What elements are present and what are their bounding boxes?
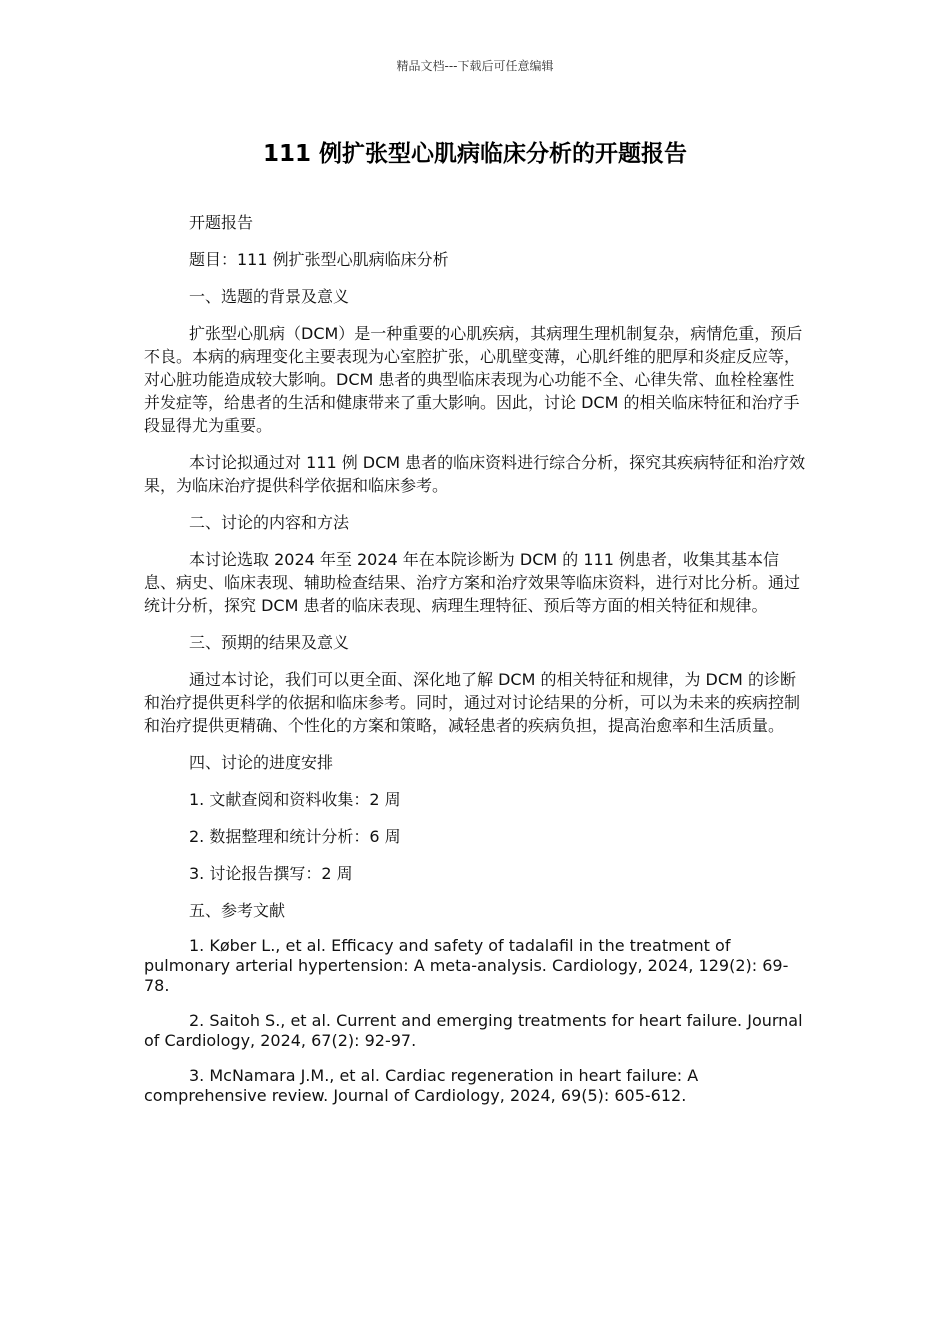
section-heading-background: 一、选题的背景及意义: [189, 287, 350, 306]
section-heading-methods: 二、讨论的内容和方法: [189, 513, 350, 532]
section-heading-references: 五、参考文献: [189, 901, 286, 920]
report-label: 开题报告: [189, 213, 254, 232]
page-header-note: 精品文档---下载后可任意编辑: [396, 59, 554, 73]
body-paragraph-background: 扩张型心肌病（DCM）是一种重要的心肌疾病，其病理生理机制复杂，病情危重，预后不良。本病的病理变化主要表现为心室腔扩张，心肌壁变薄，心肌纤维的肥厚和炎症反应等，对心脏功能造成较大影响。DCM 患者的典型临床表现为心功能不全、心律失常、血栓栓塞性并发症等，给患者的生活和健康带来了重大影响。因此，讨论 DCM 的相关临床特征和治疗手段显得尤为重要。: [144, 324, 803, 435]
document-title: 111 例扩张型心肌病临床分析的开题报告: [262, 141, 688, 167]
schedule-item: 3. 讨论报告撰写：2 周: [189, 864, 353, 883]
reference-item: 2. Saitoh S., et al. Current and emerging treatments for heart failure. Journal of Cardiology, 2024, 67(2): 92-97.: [144, 1011, 803, 1050]
body-paragraph-purpose: 本讨论拟通过对 111 例 DCM 患者的临床资料进行综合分析，探究其疾病特征和治疗效果，为临床治疗提供科学依据和临床参考。: [144, 453, 806, 495]
section-heading-schedule: 四、讨论的进度安排: [189, 753, 334, 772]
schedule-item: 2. 数据整理和统计分析：6 周: [189, 827, 401, 846]
document-body: [144, 211, 810, 1121]
section-heading-results: 三、预期的结果及意义: [189, 633, 350, 652]
reference-item: 3. McNamara J.M., et al. Cardiac regeneration in heart failure: A comprehensive review. Journal of Cardiology, 2024, 69(5): 605-612.: [144, 1066, 699, 1105]
reference-item: 1. Køber L., et al. Efficacy and safety of tadalafil in the treatment of pulmonary arterial hypertension: A meta-analysis. Cardiology, 2024, 129(2): 69-78.: [144, 936, 789, 995]
body-paragraph-results: 通过本讨论，我们可以更全面、深化地了解 DCM 的相关特征和规律，为 DCM 的诊断和治疗提供更科学的依据和临床参考。同时，通过对讨论结果的分析，可以为未来的疾病控制和治疗提供更精确、个性化的方案和策略，减轻患者的疾病负担，提高治愈率和生活质量。: [144, 670, 801, 735]
schedule-item: 1. 文献查阅和资料收集：2 周: [189, 790, 401, 809]
body-paragraph-methods: 本讨论选取 2024 年至 2024 年在本院诊断为 DCM 的 111 例患者，收集其基本信息、病史、临床表现、辅助检查结果、治疗方案和治疗效果等临床资料，进行对比分析。通过统计分析，探究 DCM 患者的临床表现、病理生理特征、预后等方面的相关特征和规律。: [144, 550, 801, 615]
report-topic: 题目：111 例扩张型心肌病临床分析: [189, 250, 449, 269]
